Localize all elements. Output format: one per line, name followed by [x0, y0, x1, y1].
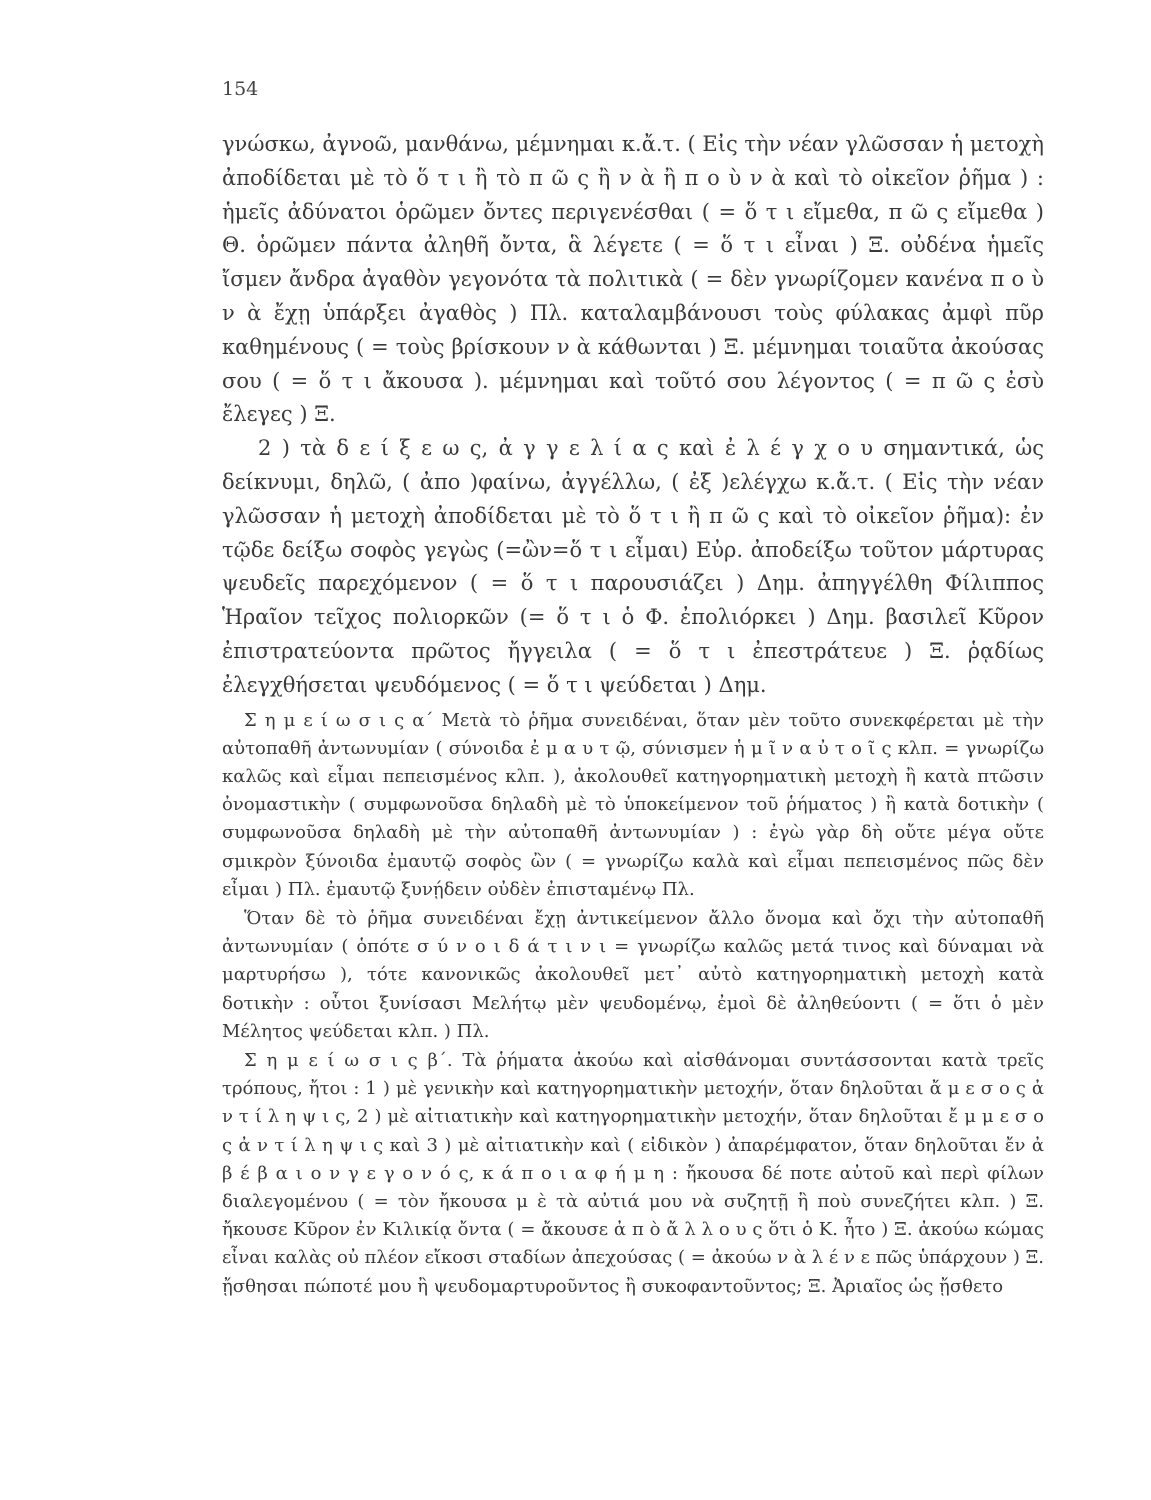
paragraph-1: γνώσκω, ἀγνοῶ, μανθάνω, μέμνημαι κ.ἄ.τ. ( Εἰς τὴν νέαν γλῶσσαν ἡ μετοχὴ ἀποδίδεται μὲ τὸ ὅ τ ι ἢ τὸ π ῶ ς ἢ ν ὰ ἢ π ο ὺ ν ὰ καὶ τὸ οἰκεῖον ῥῆμα ) : ἡμεῖς ἀδύνατοι ὁρῶμεν ὄντες περιγενέσθαι ( = ὅ τ ι εἴμεθα, π ῶ ς εἴμεθα ) Θ. ὁρῶμεν πάντα ἀληθῆ ὄντα, ἃ λέγετε ( = ὅ τ ι εἶναι ) Ξ. οὐδένα ἡμεῖς ἴσμεν ἄνδρα ἀγαθὸν γεγονότα τὰ πολιτικὰ ( = δὲν γνωρίζομεν κανένα π ο ὺ ν ὰ ἔχῃ ὑπάρξει ἀγαθὸς ) Πλ. καταλαμβάνουσι τοὺς φύλακας ἀμφὶ πῦρ καθημένους ( = τοὺς βρίσκουν ν ὰ κάθωνται ) Ξ. μέμνημαι τοιαῦτα ἀκούσας σου ( = ὅ τ ι ἄκουσα ). μέμνημαι καὶ τοῦτό σου λέγοντος ( = π ῶ ς ἐσὺ ἔλεγες ) Ξ.	[222, 132, 1044, 427]
notes-section	[222, 707, 1044, 1301]
note-b: Σ η μ ε ί ω σ ι ς β΄. Τὰ ῥήματα ἀκούω καὶ αἰσθάνομαι συντάσσονται κατὰ τρεῖς τρόπους, ἤτοι : 1 ) μὲ γενικὴν καὶ κατηγορηματικὴν μετοχήν, ὅταν δηλοῦται ἄ μ ε σ ο ς ἀ ν τ ί λ η ψ ι ς, 2 ) μὲ αἰτιατικὴν καὶ κατηγορηματικὴν μετοχήν, ὅταν δηλοῦται ἔ μ μ ε σ ο ς ἀ ν τ ί λ η ψ ι ς καὶ 3 ) μὲ αἰτιατικὴν καὶ ( εἰδικὸν ) ἀπαρέμφατον, ὅταν δηλοῦται ἔν ἀ β έ β α ι ο ν γ ε γ ο ν ό ς, κ ά π ο ι α φ ή μ η : ἤκουσα δέ ποτε αὐτοῦ καὶ περὶ φίλων διαλεγομένου ( = τὸν ἤκουσα μ ὲ τὰ αὐτιά μου νὰ συζητῇ ἢ ποὺ συνεζήτει κλπ. ) Ξ. ἤκουσε Κῦρον ἐν Κιλικίᾳ ὄντα ( = ἄκουσε ἀ π ὸ ἄ λ λ ο υ ς ὅτι ὁ Κ. ἦτο ) Ξ. ἀκούω κώμας εἶναι καλὰς οὐ πλέον εἴκοσι σταδίων ἀπεχούσας ( = ἀκούω ν ὰ λ έ ν ε πῶς ὑπάρχουν ) Ξ. ᾔσθησαι πώποτέ μου ἢ ψευδομαρτυροῦντος ἢ συκοφαντοῦντος; Ξ. Ἀριαῖος ὡς ᾔσθετο	[222, 1049, 1044, 1297]
body-text	[222, 128, 1044, 1301]
page-number: 154	[222, 78, 259, 100]
note-a-continued: Ὅταν δὲ τὸ ῥῆμα συνειδέναι ἔχῃ ἀντικείμενον ἄλλο ὄνομα καὶ ὄχι τὴν αὐτοπαθῆ ἀντωνυμίαν ( ὁπότε σ ύ ν ο ι δ ά τ ι ν ι = γνωρίζω καλῶς μετά τινος καὶ δύναμαι νὰ μαρτυρήσω ), τότε κανονικῶς ἀκολουθεῖ μετ᾿ αὐτὸ κατηγορηματικὴ μετοχὴ κατὰ δοτικὴν : οὗτοι ξυνίσασι Μελήτῳ μὲν ψευδομένῳ, ἐμοὶ δὲ ἀληθεύοντι ( = ὅτι ὁ μὲν Μέλητος ψεύδεται κλπ. ) Πλ.	[222, 907, 1044, 1042]
note-a: Σ η μ ε ί ω σ ι ς α΄ Μετὰ τὸ ῥῆμα συνειδέναι, ὅταν μὲν τοῦτο συνεκφέρεται μὲ τὴν αὐτοπαθῆ ἀντωνυμίαν ( σύνοιδα ἐ μ α υ τ ῷ, σύνισμεν ἡ μ ῖ ν α ὐ τ ο ῖ ς κλπ. = γνωρίζω καλῶς καὶ εἶμαι πεπεισμένος κλπ. ), ἀκολουθεῖ κατηγορηματικὴ μετοχὴ ἢ κατὰ πτῶσιν ὀνομαστικὴν ( συμφωνοῦσα δηλαδὴ μὲ τὸ ὑποκείμενον τοῦ ῥήματος ) ἢ κατὰ δοτικὴν ( συμφωνοῦσα δηλαδὴ μὲ τὴν αὐτοπαθῆ ἀντωνυμίαν ) : ἐγὼ γὰρ δὴ οὔτε μέγα οὔτε σμικρὸν ξύνοιδα ἐμαυτῷ σοφὸς ὢν ( = γνωρίζω καλὰ καὶ εἶμαι πεπεισμένος πῶς δὲν εἶμαι ) Πλ. ἐμαυτῷ ξυνῄδειν οὐδὲν ἐπισταμένῳ Πλ.	[222, 709, 1044, 900]
paragraph-2: 2 ) τὰ δ ε ί ξ ε ω ς, ἀ γ γ ε λ ί α ς καὶ ἐ λ έ γ χ ο υ σημαντικά, ὡς δείκνυμι, δηλῶ, ( ἀπο )φαίνω, ἀγγέλλω, ( ἐξ )ελέγχω κ.ἄ.τ. ( Εἰς τὴν νέαν γλῶσσαν ἡ μετοχὴ ἀποδίδεται μὲ τὸ ὅ τ ι ἢ π ῶ ς καὶ τὸ οἰκεῖον ῥῆμα): ἐν τῷδε δείξω σοφὸς γεγὼς (=ὢν=ὅ τ ι εἶμαι) Εὐρ. ἀποδείξω τοῦτον μάρτυρας ψευδεῖς παρεχόμενον ( = ὅ τ ι παρουσιάζει ) Δημ. ἀπηγγέλθη Φίλιππος Ἡραῖον τεῖχος πολιορκῶν (= ὅ τ ι ὁ Φ. ἐπολιόρκει ) Δημ. βασιλεῖ Κῦρον ἐπιστρατεύοντα πρῶτος ἤγγειλα ( = ὅ τ ι ἐπεστράτευε ) Ξ. ῥᾳδίως ἐλεγχθήσεται ψευδόμενος ( = ὅ τ ι ψεύδεται ) Δημ.	[222, 436, 1044, 697]
